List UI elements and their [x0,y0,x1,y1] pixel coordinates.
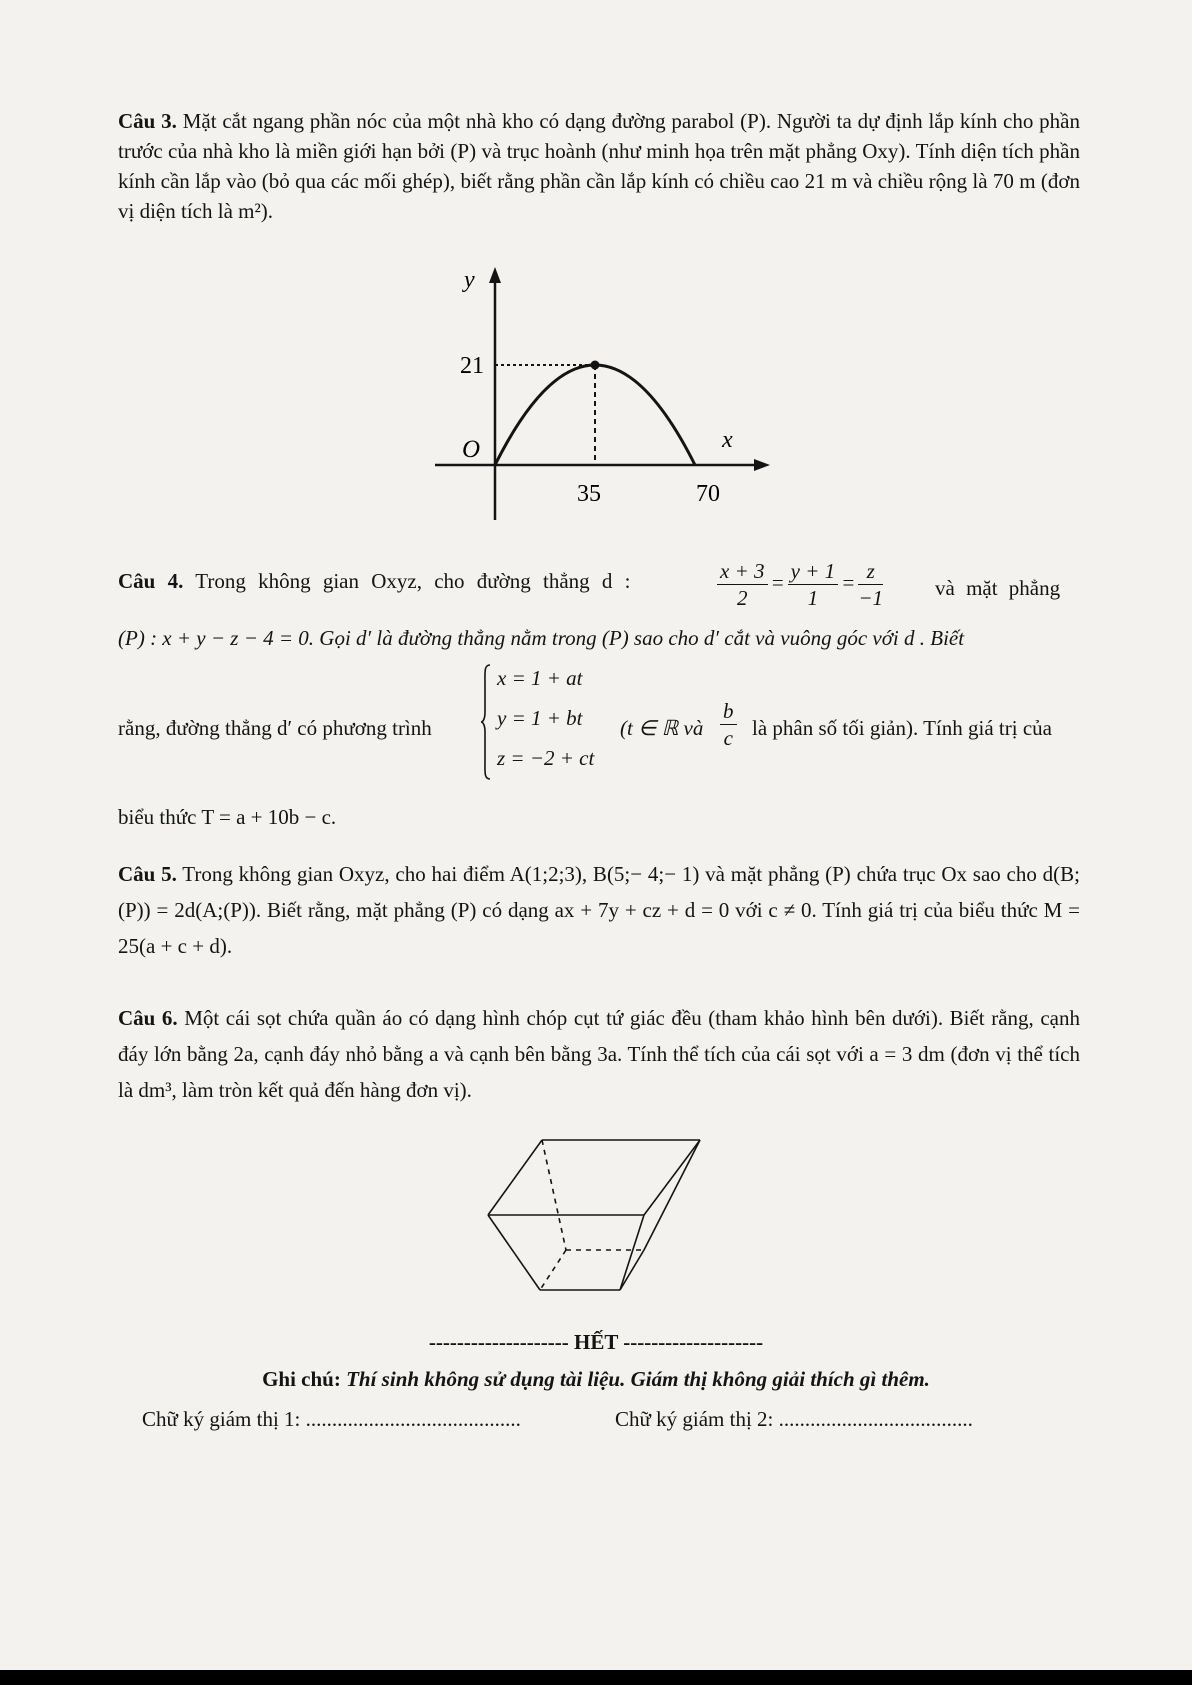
question-4-line-3b: (t ∈ ℝ và [620,716,704,740]
proctor-signature-1: Chữ ký giám thị 1: ......................................... [142,1407,521,1431]
fraction-y: $\frac{y + 1}{1}$ [788,558,839,611]
proctor-signature-2: Chữ ký giám thị 2: ..................................... [615,1407,973,1431]
question-3 [118,106,1080,226]
question-5-text: Trong không gian Oxyz, cho hai điểm A(1;2;3), B(5;− 4;− 1) và mặt phẳng (P) chứa trục Ox sao cho d(B;(P)) = 2d(A;(P)). Biết rằng, mặt phẳng (P) có dạng ax + 7y + cz + d = 0 với c ≠ 0. Tính giá trị của biểu thức M = 25(a + c + d). [118,862,1080,958]
question-4-fractions: $\frac{x + 3}{2}$ = $\frac{y + 1}{1}$ = $\frac{z}{-1}$ [714,558,914,611]
scan-bottom-edge [0,1670,1192,1685]
x-axis-label: x [722,427,733,453]
question-4-text-a: Trong không gian Oxyz, cho đường thẳng d : [183,569,631,593]
question-3-label: Câu 3. [118,109,177,133]
question-4-line-2: (P) : x + y − z − 4 = 0. Gọi d′ là đường thẳng nằm trong (P) sao cho d′ cắt và vuông góc với d . Biết [118,626,965,650]
system-eq-2: y = 1 + bt [497,706,583,730]
question-6-text: Một cái sọt chứa quần áo có dạng hình chóp cụt tứ giác đều (tham khảo hình bên dưới). Biết rằng, cạnh đáy lớn bằng 2a, cạnh đáy nhỏ bằng a và cạnh bên bằng 3a. Tính thể tích của cái sọt với a = 3 dm (đơn vị thể tích là dm³, làm tròn kết quả đến hàng đơn vị). [118,1006,1080,1102]
question-6-label: Câu 6. [118,1006,178,1030]
parabola-graph [430,265,780,525]
x-axis-arrow [754,459,770,471]
frustum-basket-figure [470,1130,720,1310]
note-line [0,1367,1192,1392]
y-axis-arrow [489,267,501,283]
question-5 [118,856,1080,964]
note-text: Thí sinh không sử dụng tài liệu. Giám thị không giải thích gì thêm. [340,1367,930,1391]
question-4-line-3a: rằng, đường thẳng d′ có phương trình [118,716,432,740]
vertex-point [591,361,600,370]
note-label: Ghi chú: [262,1367,341,1391]
system-brace [481,664,491,780]
system-eq-1: x = 1 + at [497,666,583,690]
fraction-b-over-c: $\frac{b}{c}$ [720,698,737,751]
origin-label: O [462,436,481,463]
question-4-line-3c: là phân số tối giản). Tính giá trị của [752,716,1052,740]
fraction-x: $\frac{x + 3}{2}$ [717,558,768,611]
parametric-system [481,664,631,784]
y-axis-label: y [464,267,475,293]
question-4-line-4: biểu thức T = a + 10b − c. [118,805,337,829]
end-marker: -------------------- HẾT -------------------- [428,1330,764,1354]
question-4-bc-fraction [717,698,747,751]
tick-label-35: 35 [577,481,601,507]
question-4-label: Câu 4. [118,569,184,593]
tick-label-21: 21 [460,353,484,379]
question-6 [118,1000,1080,1108]
question-5-label: Câu 5. [118,862,177,886]
system-eq-3: z = −2 + ct [497,746,595,770]
question-4-text-b: và mặt phẳng [935,576,1061,600]
question-4-text-b-wrap [935,573,1085,603]
fraction-z: $\frac{z}{-1}$ [858,559,884,610]
question-3-text: Mặt cắt ngang phần nóc của một nhà kho có dạng đường parabol (P). Người ta dự định lắp kính cho phần trước của nhà kho là miền giới hạn bởi (P) và trục hoành (như minh họa trên mặt phẳng Oxy). Tính diện tích phần kính cần lắp vào (bỏ qua các mối ghép), biết rằng phần cần lắp kính có chiều cao 21 m và chiều rộng là 70 m (đơn vị diện tích là m²). [118,109,1080,223]
tick-label-70: 70 [696,481,720,507]
